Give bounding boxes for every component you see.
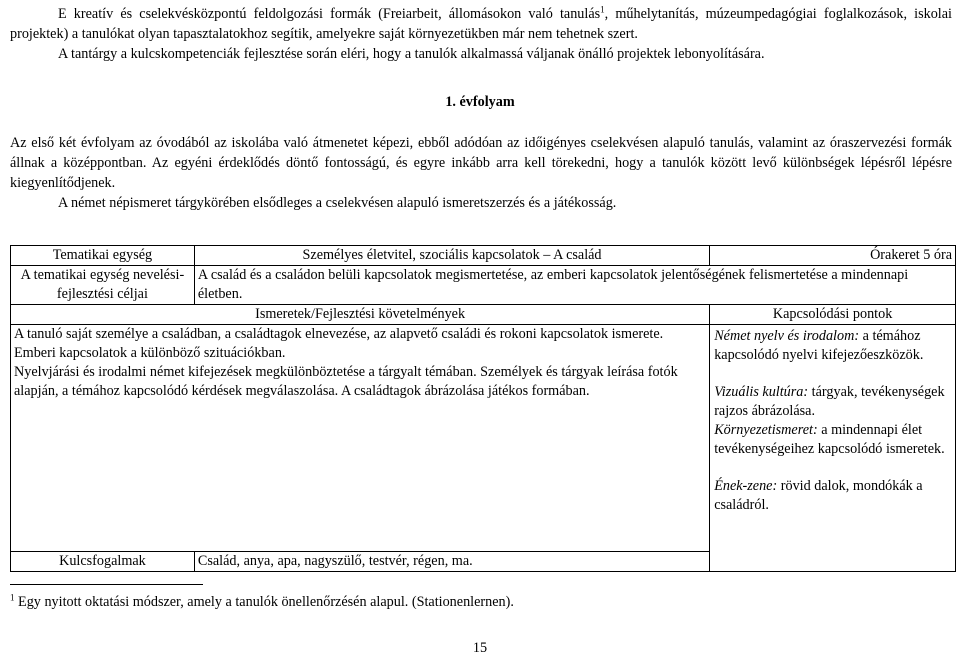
link-text: a témához kapcsolódó nyelvi kifejezőeszközök. (714, 328, 924, 363)
knowledge-header-cell: Ismeretek/Fejlesztési követelmények (11, 305, 710, 325)
goals-text-cell: A család és a családon belüli kapcsolatok megismertetése, az emberi kapcsolatok jelentőségének felismertetése a mindennapi életben. (194, 266, 955, 305)
footnote (10, 592, 514, 612)
link-item (714, 383, 951, 421)
grade-paragraph-1: Az első két évfolyam az óvodából az iskolába való átmenetet képezi, ebből adódóan az időigényes cselekvésen alapuló tanulás, valamint az óraszervezési formák állnak a középpontban. Az egyéni érdeklődés döntő fontosságú, és egyre inkább arra kell törekedni, hogy a tanulók között levő különbségek lépésről lépésre kiegyenlítődjenek. (10, 135, 952, 191)
footnote-number: 1 (10, 592, 15, 603)
column-header-row (11, 305, 956, 325)
link-item (714, 327, 951, 365)
page-number: 15 (472, 640, 488, 656)
grade-heading: 1. évfolyam (445, 94, 515, 110)
link-text: a mindennapi élet tevékenységeihez kapcsolódó ismeretek. (714, 422, 945, 457)
intro-text-part-1: E kreatív és cselekvésközpontú feldolgozási formák (Freiarbeit, állomásokon való tanulás (58, 6, 601, 22)
intro-text (10, 4, 952, 64)
thematic-unit-table (10, 245, 956, 572)
unit-label-cell: Tematikai egység (11, 246, 195, 266)
link-subject: Környezetismeret: (714, 422, 818, 438)
keywords-text-cell: Család, anya, apa, nagyszülő, testvér, régen, ma. (194, 552, 709, 572)
intro-text-part-2: , műhelytanítás, múzeumpedagógiai foglalkozások, iskolai projektek) a tanulókat olyan tapasztalatokhoz segítik, amelyekre saját környezetükben már nem tehetnek szert. (10, 6, 952, 42)
goals-label-cell: A tematikai egység nevelési-fejlesztési céljai (11, 266, 195, 305)
goals-row (11, 266, 956, 305)
keywords-label-cell: Kulcsfogalmak (11, 552, 195, 572)
link-text: rövid dalok, mondókák a családról. (714, 478, 923, 513)
intro-paragraph-1 (10, 4, 952, 44)
link-subject: Ének-zene: (714, 478, 778, 494)
footnote-separator (10, 584, 203, 585)
knowledge-paragraph-2: Nyelvjárási és irodalmi német kifejezések megkülönböztetése a tárgyalt témában. Személyek és tárgyak leírása fotók alapján, a témához kapcsolódó kérdések megválaszolása. A családtagok ábrázolása játékos formában. (14, 364, 678, 399)
hours-cell: Órakeret 5 óra (710, 246, 956, 266)
footnote-reference: 1 (600, 4, 605, 15)
link-item (714, 421, 951, 459)
unit-title-cell: Személyes életvitel, szociális kapcsolatok – A család (194, 246, 709, 266)
grade-description (10, 133, 952, 213)
grade-paragraph-2: A német népismeret tárgykörében elsődleges a cselekvésen alapuló ismeretszerzés és a játékosság. (58, 195, 617, 211)
link-item (714, 477, 951, 515)
content-row (11, 325, 956, 552)
links-header-cell: Kapcsolódási pontok (710, 305, 956, 325)
intro-paragraph-2: A tantárgy a kulcskompetenciák fejlesztése során eléri, hogy a tanulók alkalmassá váljanak önálló projektek lebonyolítására. (58, 46, 765, 62)
links-cell (710, 325, 956, 572)
table-header-row (11, 246, 956, 266)
link-text: tárgyak, tevékenységek rajzos ábrázolása. (714, 384, 945, 419)
knowledge-paragraph-1: A tanuló saját személye a családban, a családtagok elnevezése, az alapvető családi és rokoni kapcsolatok ismerete. Emberi kapcsolatok a különböző szituációkban. (14, 326, 664, 361)
knowledge-cell (11, 325, 710, 552)
link-subject: Vizuális kultúra: (714, 384, 809, 400)
link-subject: Német nyelv és irodalom: (714, 328, 860, 344)
footnote-text: Egy nyitott oktatási módszer, amely a tanulók önellenőrzésén alapul. (Stationenlernen). (14, 594, 514, 610)
